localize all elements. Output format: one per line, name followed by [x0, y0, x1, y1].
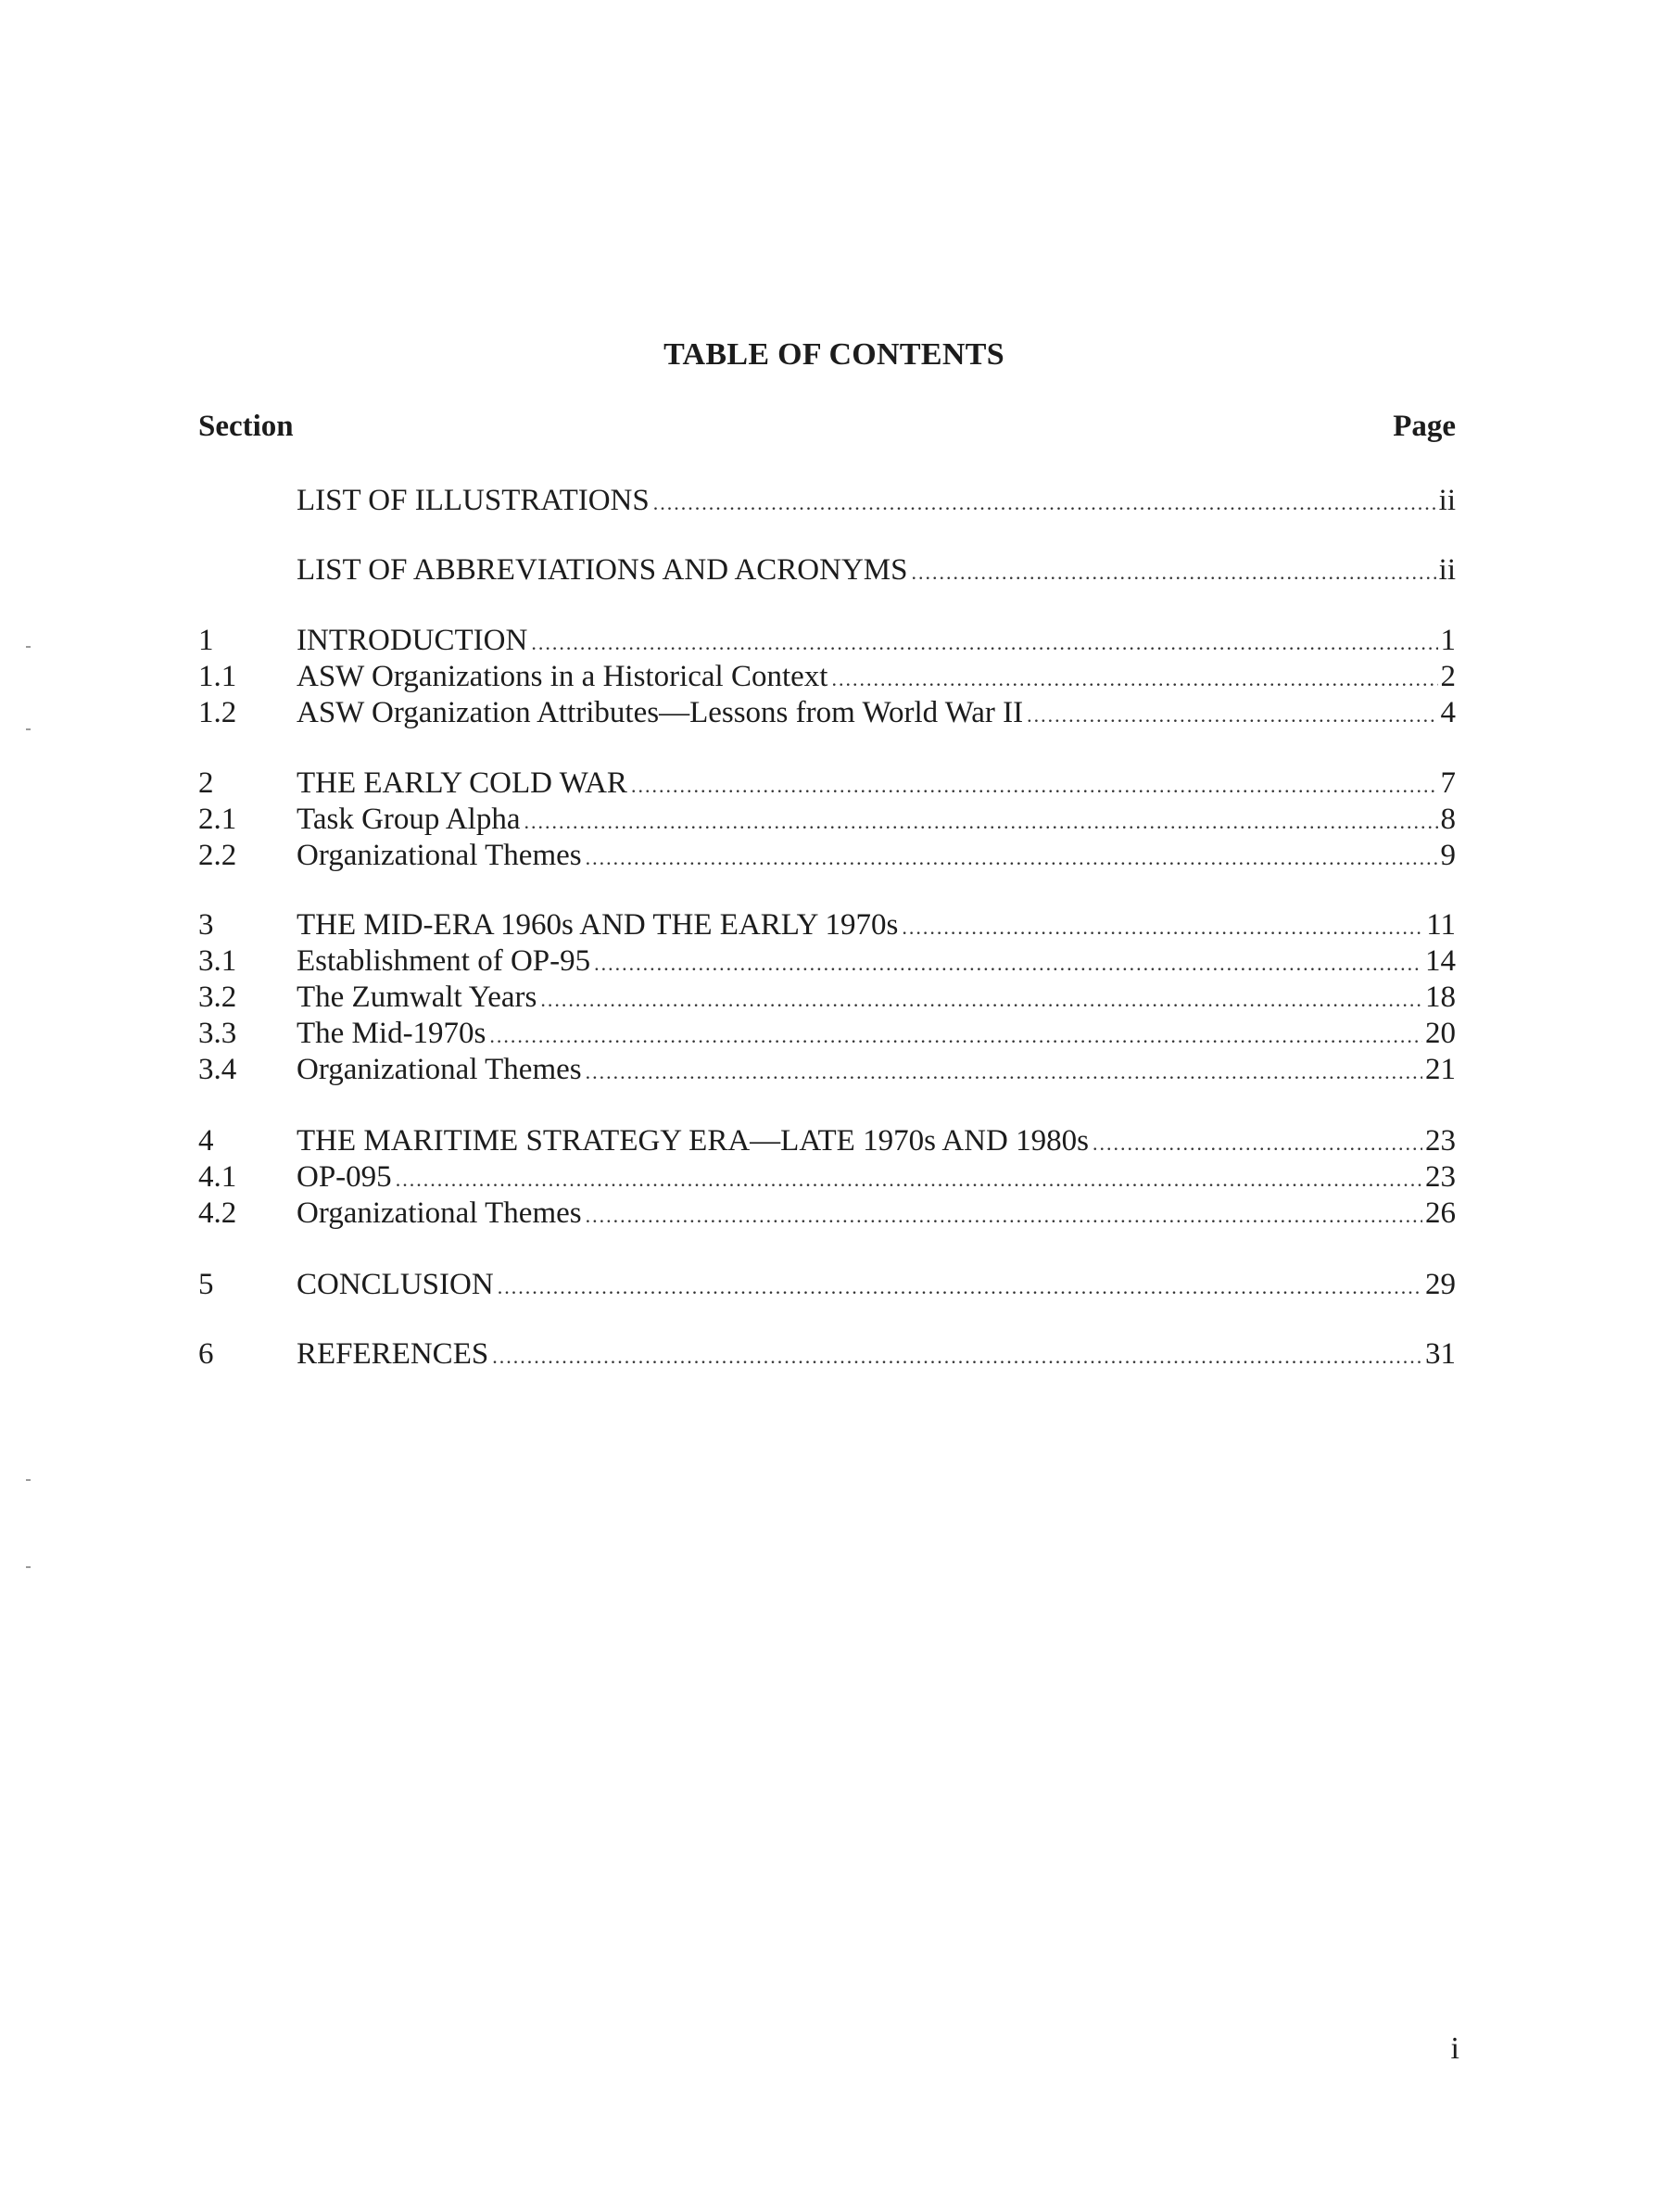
toc-entry-number: 4.1: [198, 1160, 237, 1194]
toc-entry[interactable]: [198, 1266, 1456, 1303]
dot-leader: [912, 554, 1436, 591]
toc-entry-title: THE MID-ERA 1960s AND THE EARLY 1970s: [297, 908, 899, 942]
toc-entry-title: ASW Organization Attributes—Lessons from World War II: [297, 696, 1024, 729]
toc-entry[interactable]: [198, 622, 1456, 659]
toc-entry[interactable]: [198, 1051, 1456, 1088]
toc-entry-page: 23: [1425, 1160, 1456, 1194]
toc-entry-number: 2.2: [198, 839, 237, 872]
dot-leader: [498, 1269, 1422, 1306]
dot-leader: [396, 1161, 1422, 1198]
toc-entry-page: 31: [1425, 1337, 1456, 1371]
toc-entry-page: ii: [1438, 484, 1456, 517]
toc-entry-title: LIST OF ILLUSTRATIONS: [297, 484, 650, 517]
dot-leader: [492, 1338, 1422, 1375]
toc-entry-title: INTRODUCTION: [297, 624, 528, 657]
page-number: i: [1450, 2031, 1459, 2066]
dot-leader: [653, 485, 1436, 522]
dot-leader: [902, 909, 1423, 946]
toc-entry-number: 4: [198, 1124, 214, 1158]
toc-entry-page: 1: [1440, 624, 1456, 657]
toc-entry-number: 3.4: [198, 1053, 237, 1086]
toc-entry-title: The Mid-1970s: [297, 1017, 486, 1050]
toc-entry-page: 2: [1440, 660, 1456, 693]
scan-mark: [26, 646, 31, 648]
toc-entry-page: 14: [1425, 944, 1456, 978]
toc-entry-title: REFERENCES: [297, 1337, 489, 1371]
dot-leader: [594, 945, 1422, 982]
toc-entry[interactable]: [198, 1122, 1456, 1159]
toc-entry[interactable]: [198, 1158, 1456, 1196]
toc-entry-title: THE EARLY COLD WAR: [297, 766, 627, 800]
toc-entry[interactable]: [198, 658, 1456, 695]
toc-entry-page: 11: [1426, 908, 1456, 942]
toc-entry[interactable]: [198, 482, 1456, 519]
dot-leader: [631, 767, 1438, 804]
toc-entry[interactable]: [198, 979, 1456, 1016]
toc-entry-number: 3.1: [198, 944, 237, 978]
toc-entry-title: Organizational Themes: [297, 839, 582, 872]
toc-entry[interactable]: [198, 1195, 1456, 1232]
scan-mark: [26, 1479, 31, 1481]
toc-entry-number: 1.2: [198, 696, 237, 729]
toc-entry-title: THE MARITIME STRATEGY ERA—LATE 1970s AND 1980s: [297, 1124, 1089, 1158]
toc-entry-page: 4: [1440, 696, 1456, 729]
toc-entry-page: 9: [1440, 839, 1456, 872]
toc-entry-title: Establishment of OP-95: [297, 944, 591, 978]
toc-entry-number: 2: [198, 766, 214, 800]
toc-entry[interactable]: [198, 1335, 1456, 1373]
scan-mark: [26, 728, 31, 730]
toc-entry[interactable]: [198, 837, 1456, 874]
dot-leader: [489, 1018, 1422, 1055]
toc-entry-number: 5: [198, 1268, 214, 1301]
toc-entry-title: OP-095: [297, 1160, 392, 1194]
toc-entry-page: ii: [1438, 553, 1456, 587]
dot-leader: [1093, 1125, 1422, 1162]
toc-entry-page: 21: [1425, 1053, 1456, 1086]
page-column-header: Page: [1393, 410, 1456, 443]
page-title: TABLE OF CONTENTS: [663, 337, 1004, 372]
dot-leader: [831, 661, 1437, 698]
toc-entry-number: 3: [198, 908, 214, 942]
toc-entry-page: 7: [1440, 766, 1456, 800]
toc-entry-page: 29: [1425, 1268, 1456, 1301]
toc-entry-title: CONCLUSION: [297, 1268, 494, 1301]
section-column-header: Section: [198, 410, 294, 443]
toc-entry-number: 2.1: [198, 803, 237, 836]
toc-entry-title: Task Group Alpha: [297, 803, 521, 836]
toc-entry-title: Organizational Themes: [297, 1196, 582, 1230]
toc-entry[interactable]: [198, 551, 1456, 588]
dot-leader: [586, 1197, 1422, 1234]
toc-entry-number: 4.2: [198, 1196, 237, 1230]
toc-entry[interactable]: [198, 1015, 1456, 1052]
toc-entry-page: 18: [1425, 981, 1456, 1014]
dot-leader: [586, 1054, 1422, 1091]
toc-entry[interactable]: [198, 943, 1456, 980]
dot-leader: [524, 804, 1438, 841]
toc-entry-number: 3.3: [198, 1017, 237, 1050]
scan-mark: [26, 1566, 31, 1568]
toc-entry-title: Organizational Themes: [297, 1053, 582, 1086]
toc-entry-page: 26: [1425, 1196, 1456, 1230]
toc-entry-number: 6: [198, 1337, 214, 1371]
dot-leader: [586, 840, 1438, 877]
toc-entry-page: 8: [1440, 803, 1456, 836]
toc-entry-page: 20: [1425, 1017, 1456, 1050]
toc-entry[interactable]: [198, 801, 1456, 838]
toc-entry[interactable]: [198, 765, 1456, 802]
toc-entry[interactable]: [198, 906, 1456, 943]
dot-leader: [540, 981, 1422, 1019]
toc-entry-title: ASW Organizations in a Historical Context: [297, 660, 828, 693]
toc-entry-title: LIST OF ABBREVIATIONS AND ACRONYMS: [297, 553, 908, 587]
toc-entry-number: 1: [198, 624, 214, 657]
dot-leader: [531, 625, 1437, 662]
dot-leader: [1027, 697, 1437, 734]
toc-entry-page: 23: [1425, 1124, 1456, 1158]
toc-entry-number: 3.2: [198, 981, 237, 1014]
toc-entry[interactable]: [198, 694, 1456, 731]
toc-entry-number: 1.1: [198, 660, 237, 693]
toc-entry-title: The Zumwalt Years: [297, 981, 537, 1014]
